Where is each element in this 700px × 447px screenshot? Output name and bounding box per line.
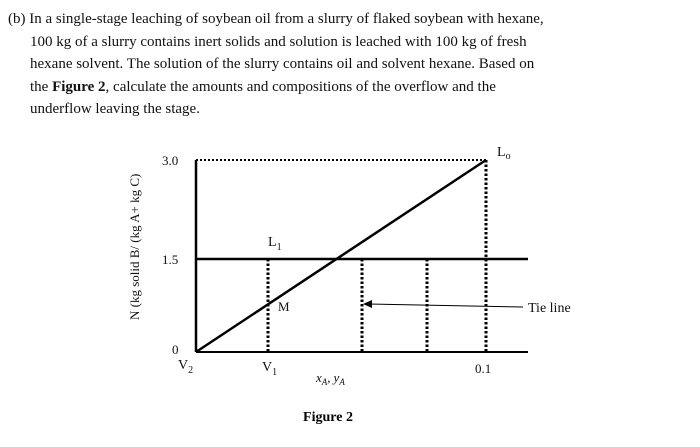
tie-line-pointer [368, 304, 523, 307]
x-axis-label-x-sub: A [321, 377, 328, 387]
figure-caption: Figure 2 [303, 410, 353, 425]
label-v1-sub: 1 [272, 367, 278, 378]
label-v2 [178, 358, 193, 376]
operating-line [196, 160, 486, 352]
x-axis-label-y: y [333, 370, 340, 385]
tie-line-label: Tie line [528, 301, 571, 316]
x-axis-label-x: x [316, 370, 322, 385]
question-line-3: hexane solvent. The solution of the slurry contains oil and solvent hexane. Based on [30, 56, 535, 72]
ytick-3: 3.0 [162, 153, 179, 168]
label-l1-main: L [268, 235, 277, 250]
label-l0-main: L [497, 145, 506, 160]
label-v1 [262, 360, 277, 378]
question-line-4-pre: the [30, 78, 49, 95]
tie-line-arrowhead [363, 300, 372, 308]
label-v2-main: V [178, 358, 189, 373]
label-v1-main: V [262, 360, 273, 375]
x-axis-label-y-sub: A [339, 377, 345, 387]
label-l1-sub: 1 [276, 242, 282, 253]
question-line-1: In a single-stage leaching of soybean oil from a slurry of flaked soybean with hexane, [29, 11, 544, 27]
xtick-0-1: 0.1 [475, 361, 492, 376]
ytick-0: 0 [172, 342, 179, 357]
label-l0-sub: o [505, 151, 511, 162]
y-axis-label: N (kg solid B/ (kg A+ kg C) [127, 173, 142, 320]
x-axis-label-sep: , [327, 370, 331, 385]
question-label: (b) [8, 11, 26, 27]
label-v2-sub: 2 [188, 365, 194, 376]
question-line-2: 100 kg of a slurry contains inert solids and solution is leached with 100 kg of fresh [30, 33, 527, 50]
ytick-1-5: 1.5 [162, 252, 179, 267]
x-axis-label [315, 370, 345, 387]
label-m: M [278, 299, 290, 314]
label-l1 [268, 235, 282, 253]
question-line-5: underflow leaving the stage. [30, 101, 200, 117]
question-line-4-post: , calculate the amounts and compositions of the overflow and the [105, 78, 496, 95]
label-l0 [497, 145, 511, 162]
figure-reference: Figure 2 [52, 78, 106, 95]
